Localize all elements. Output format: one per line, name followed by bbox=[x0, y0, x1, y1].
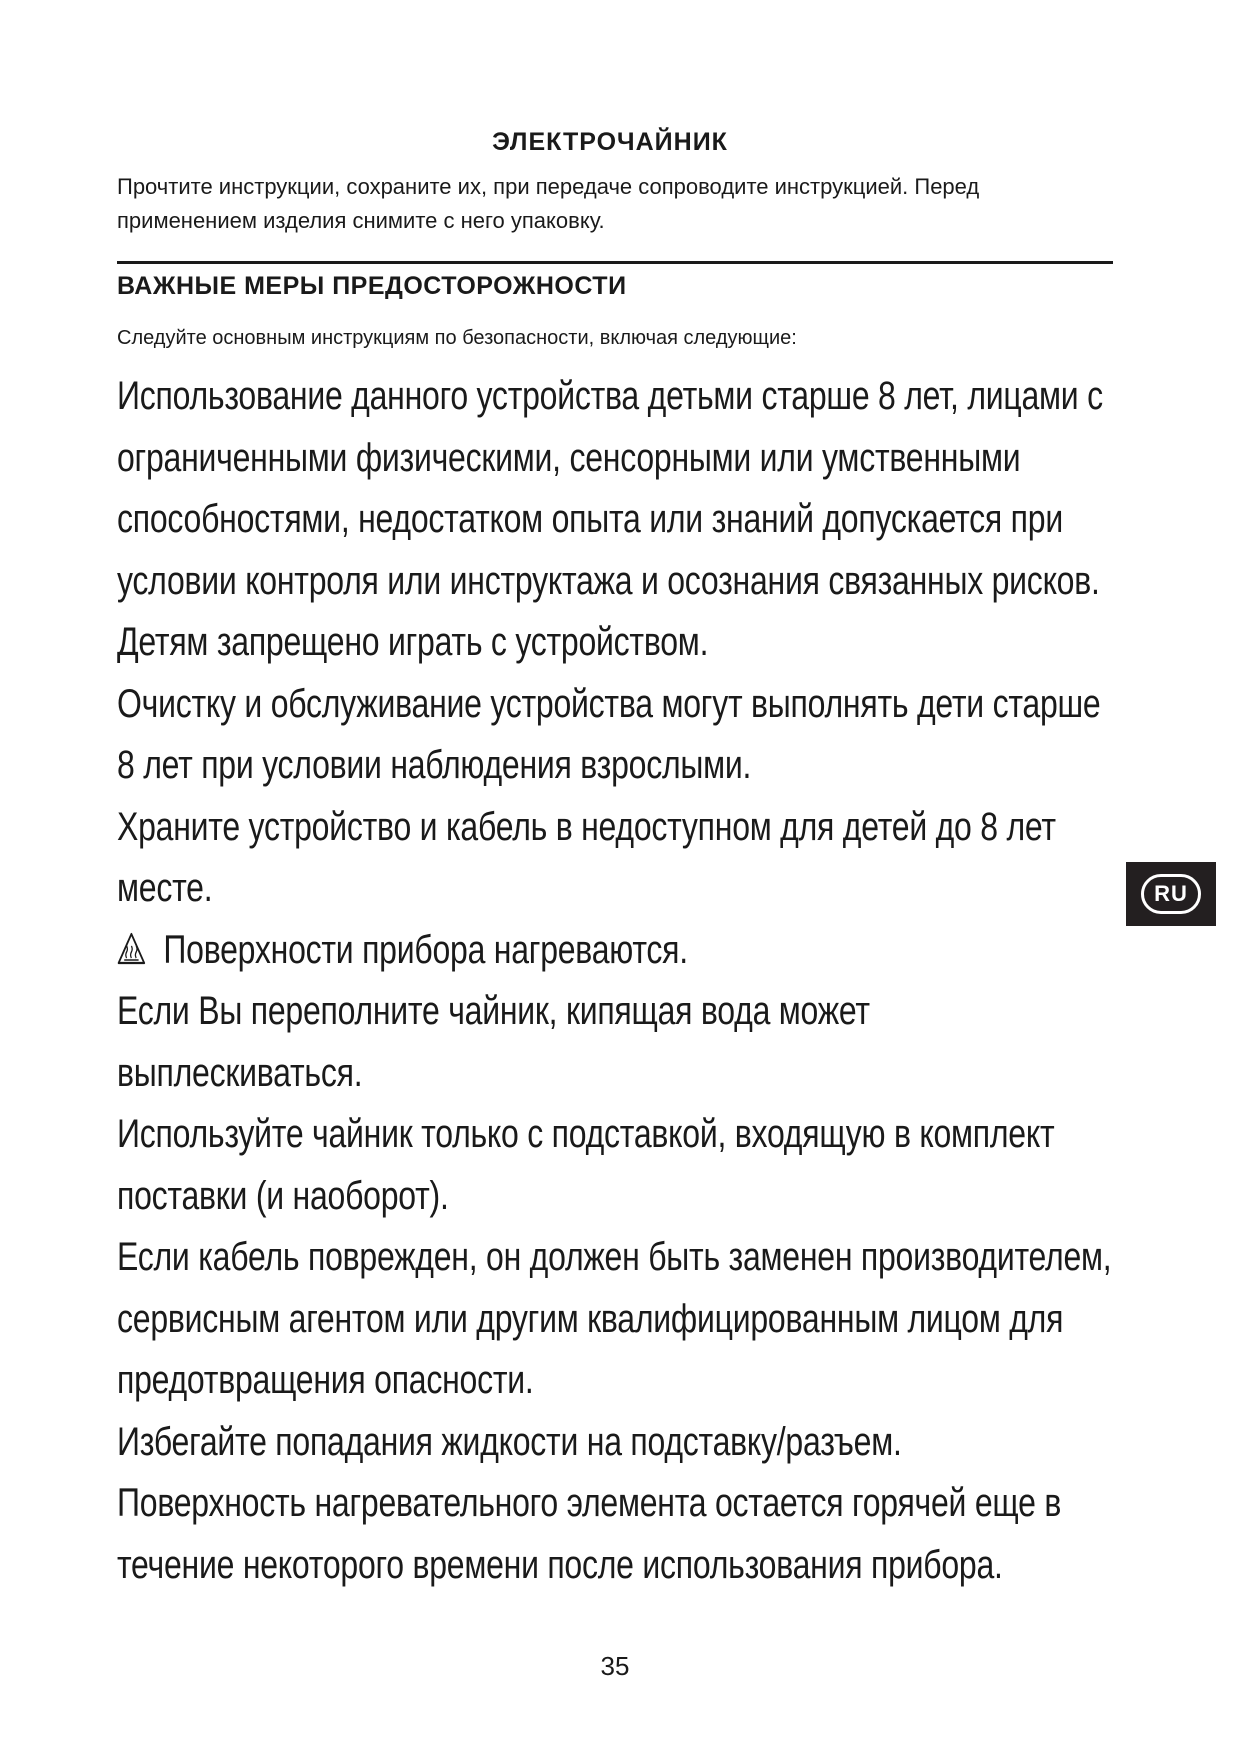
language-tab bbox=[1126, 862, 1216, 926]
warning-liquid: Избегайте попадания жидкости на подставку/разъем. bbox=[117, 1419, 902, 1464]
page-title: ЭЛЕКТРОЧАЙНИК bbox=[492, 128, 728, 156]
language-code: RU bbox=[1154, 881, 1188, 906]
warnings-list bbox=[117, 366, 1117, 1596]
warning-cleaning: Очистку и обслуживание устройства могут выполнять дети старше 8 лет при условии наблюдения взрослыми. bbox=[117, 681, 1101, 787]
warning-base: Используйте чайник только с подставкой, входящую в комплект поставки (и наоборот). bbox=[117, 1112, 1055, 1218]
warning-storage: Храните устройство и кабель в недоступном для детей до 8 лет месте. bbox=[117, 804, 1056, 910]
intro-text: Прочтите инструкции, сохраните их, при передаче сопроводите инструкцией. Перед применением изделия снимите с него упаковку. bbox=[117, 174, 980, 233]
hot-surface-warning-icon bbox=[117, 924, 146, 960]
warning-cable: Если кабель поврежден, он должен быть заменен производителем, сервисным агентом или другим квалифицированным лицом для предотвращения опасности. bbox=[117, 1235, 1112, 1402]
warning-overfill: Если Вы переполните чайник, кипящая вода может выплескиваться. bbox=[117, 989, 870, 1095]
language-badge bbox=[1141, 874, 1201, 914]
warning-heating-element: Поверхность нагревательного элемента остается горячей еще в течение некоторого времени после использования прибора. bbox=[117, 1481, 1062, 1587]
section-intro: Следуйте основным инструкциям по безопасности, включая следующие: bbox=[117, 327, 797, 349]
warning-children: Использование данного устройства детьми старше 8 лет, лицами с ограниченными физическими, сенсорными или умственными способностями, недостатком опыта или знаний допускается при условии контроля или инструктажа и осознания связанных рисков. Детям запрещено играть с устройством. bbox=[117, 374, 1103, 664]
page-number: 35 bbox=[600, 1651, 630, 1681]
warning-hot-surface-text: Поверхности прибора нагреваются. bbox=[163, 927, 688, 972]
warning-hot-surface bbox=[117, 920, 1117, 982]
divider bbox=[117, 261, 1113, 264]
section-title: ВАЖНЫЕ МЕРЫ ПРЕДОСТОРОЖНОСТИ bbox=[117, 272, 627, 300]
